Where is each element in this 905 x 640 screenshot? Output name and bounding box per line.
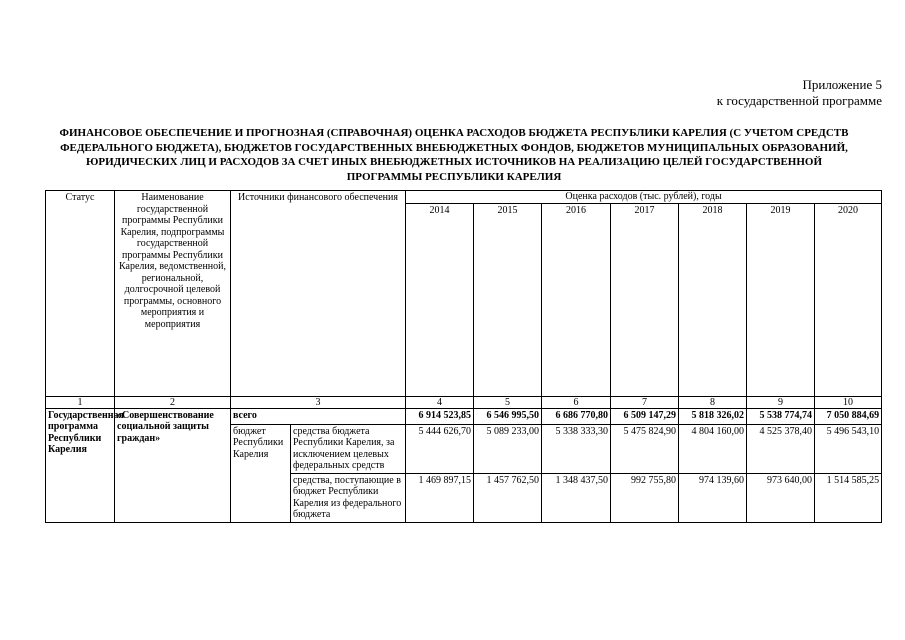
column-number: 7 <box>611 396 679 408</box>
sub2-value: 1 469 897,15 <box>406 473 474 522</box>
total-value: 6 686 770,80 <box>542 408 611 424</box>
column-number: 1 <box>46 396 115 408</box>
column-number: 9 <box>747 396 815 408</box>
sub2-label: средства, поступающие в бюджет Республики Карелия из федерального бюджета <box>291 473 406 522</box>
header-year: 2016 <box>542 203 611 396</box>
appendix-note <box>717 77 882 109</box>
sub1-value: 4 804 160,00 <box>679 424 747 473</box>
column-number: 10 <box>815 396 882 408</box>
sub1-value: 4 525 378,40 <box>747 424 815 473</box>
total-label: всего <box>231 408 406 424</box>
header-year: 2017 <box>611 203 679 396</box>
appendix-line-1: Приложение 5 <box>802 77 882 92</box>
sub2-value: 992 755,80 <box>611 473 679 522</box>
column-number: 4 <box>406 396 474 408</box>
header-name: Наименование государственной программы Республики Карелия, подпрограммы государственной программы Республики Карелия, ведомственной, региональной, долгосрочной целевой программы, основного мероприятия и мероприятия <box>115 191 231 397</box>
total-value: 6 509 147,29 <box>611 408 679 424</box>
sub2-value: 974 139,60 <box>679 473 747 522</box>
column-number: 2 <box>115 396 231 408</box>
sub1-value: 5 338 333,30 <box>542 424 611 473</box>
header-sources: Источники финансового обеспечения <box>231 191 406 397</box>
column-number: 6 <box>542 396 611 408</box>
header-status: Статус <box>46 191 115 397</box>
header-row <box>46 191 882 204</box>
header-year: 2020 <box>815 203 882 396</box>
sub1-value: 5 496 543,10 <box>815 424 882 473</box>
expenses-table <box>45 190 882 523</box>
program-status: Государственная программа Республики Карелия <box>46 408 115 522</box>
total-value: 7 050 884,69 <box>815 408 882 424</box>
header-year: 2018 <box>679 203 747 396</box>
column-number: 3 <box>231 396 406 408</box>
document-title: ФИНАНСОВОЕ ОБЕСПЕЧЕНИЕ И ПРОГНОЗНАЯ (СПРАВОЧНАЯ) ОЦЕНКА РАСХОДОВ БЮДЖЕТА РЕСПУБЛИКИ КАРЕЛИЯ (С УЧЕТОМ СРЕДСТВ ФЕДЕРАЛЬНОГО БЮДЖЕТА), БЮДЖЕТОВ ГОСУДАРСТВЕННЫХ ВНЕБЮДЖЕТНЫХ ФОНДОВ, БЮДЖЕТОВ МУНИЦИПАЛЬНЫХ ОБРАЗОВАНИЙ, ЮРИДИЧЕСКИХ ЛИЦ И РАСХОДОВ ЗА СЧЕТ ИНЫХ ВНЕБЮДЖЕТНЫХ ИСТОЧНИКОВ НА РЕАЛИЗАЦИЮ ЦЕЛЕЙ ГОСУДАРСТВЕННОЙ ПРОГРАММЫ РЕСПУБЛИКИ КАРЕЛИЯ <box>59 127 849 183</box>
sub1-value: 5 475 824,90 <box>611 424 679 473</box>
column-numbers-row <box>46 396 882 408</box>
header-estimate: Оценка расходов (тыс. рублей), годы <box>406 191 882 204</box>
header-year: 2015 <box>474 203 542 396</box>
header-year: 2019 <box>747 203 815 396</box>
column-number: 5 <box>474 396 542 408</box>
sub2-value: 1 457 762,50 <box>474 473 542 522</box>
total-value: 5 818 326,02 <box>679 408 747 424</box>
header-year: 2014 <box>406 203 474 396</box>
sub2-value: 1 348 437,50 <box>542 473 611 522</box>
total-value: 6 914 523,85 <box>406 408 474 424</box>
column-number: 8 <box>679 396 747 408</box>
appendix-line-2: к государственной программе <box>716 93 882 108</box>
total-row <box>46 408 882 424</box>
total-value: 5 538 774,74 <box>747 408 815 424</box>
sub1-value: 5 444 626,70 <box>406 424 474 473</box>
sub2-value: 973 640,00 <box>747 473 815 522</box>
program-name: «Совершенствование социальной защиты граждан» <box>115 408 231 522</box>
total-value: 6 546 995,50 <box>474 408 542 424</box>
sub2-value: 1 514 585,25 <box>815 473 882 522</box>
sub1-value: 5 089 233,00 <box>474 424 542 473</box>
budget-label: бюджет Республики Карелия <box>231 424 291 522</box>
sub1-label: средства бюджета Республики Карелия, за исключением целевых федеральных средств <box>291 424 406 473</box>
